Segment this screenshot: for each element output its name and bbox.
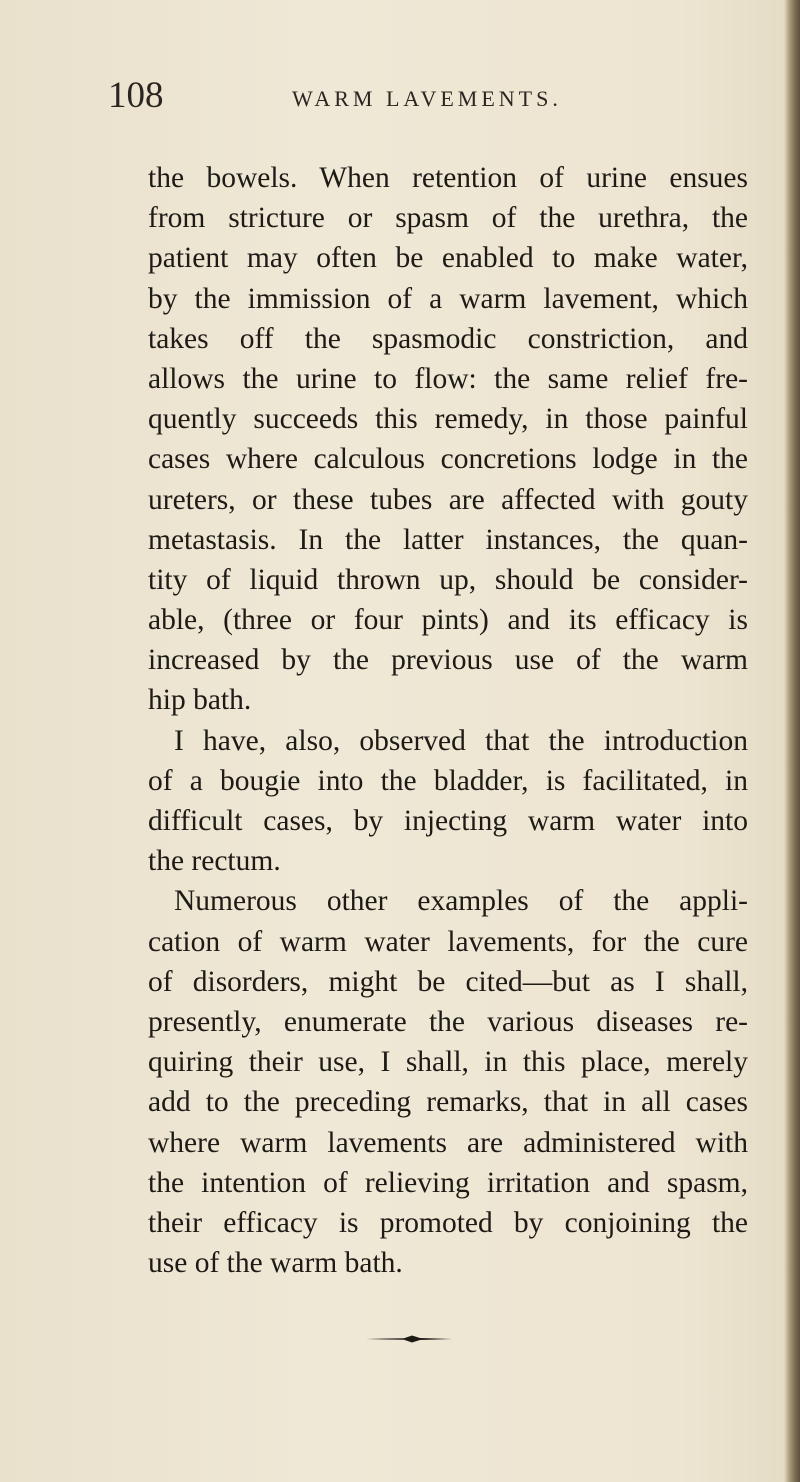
text-line: where warm lavements are administered with (148, 1126, 748, 1159)
text-line: presently, enumerate the various diseases re- (148, 1005, 748, 1038)
text-line: takes off the spasmodic constriction, and (148, 322, 748, 355)
text-line: cases where calculous concretions lodge in the (148, 443, 748, 476)
text-line: ureters, or these tubes are affected with gouty (148, 483, 748, 516)
text-line: Numerous other examples of the appli- (174, 885, 748, 918)
running-title: WARM LAVEMENTS. (292, 86, 562, 111)
page-number: 108 (108, 75, 164, 116)
text-line: patient may often be enabled to make water, (148, 242, 748, 275)
text-line: able, (three or four pints) and its efficacy is (148, 604, 748, 637)
text-line: the rectum. (148, 845, 281, 878)
text-line: quently succeeds this remedy, in those painful (148, 403, 748, 436)
text-line: tity of liquid thrown up, should be consider- (148, 563, 748, 596)
text-line: increased by the previous use of the warm (148, 644, 748, 677)
text-line: from stricture or spasm of the urethra, the (148, 202, 748, 235)
text-line: allows the urine to flow: the same relief fre- (148, 362, 748, 395)
section-end-rule-ornament-icon (364, 1332, 454, 1350)
text-line: cation of warm water lavements, for the cure (148, 925, 748, 958)
text-line: of disorders, might be cited—but as I shall, (148, 965, 748, 998)
running-head (108, 74, 728, 124)
text-line: the intention of relieving irritation and spasm, (148, 1166, 748, 1199)
text-line: I have, also, observed that the introduction (174, 724, 748, 757)
text-line: difficult cases, by injecting warm water into (148, 805, 748, 837)
text-line: add to the preceding remarks, that in all cases (148, 1086, 748, 1119)
text-line: hip bath. (148, 684, 252, 717)
text-line: use of the warm bath. (148, 1247, 403, 1280)
text-line: by the immission of a warm lavement, which (148, 282, 748, 315)
text-line: metastasis. In the latter instances, the quan- (148, 523, 748, 556)
text-line: of a bougie into the bladder, is facilitated, in (148, 764, 748, 797)
body-text (148, 158, 748, 1283)
text-line: the bowels. When retention of urine ensues (148, 162, 748, 194)
text-line: quiring their use, I shall, in this place, merely (148, 1046, 748, 1079)
page-binding-edge (784, 0, 800, 1482)
text-line: their efficacy is promoted by conjoining the (148, 1206, 748, 1239)
